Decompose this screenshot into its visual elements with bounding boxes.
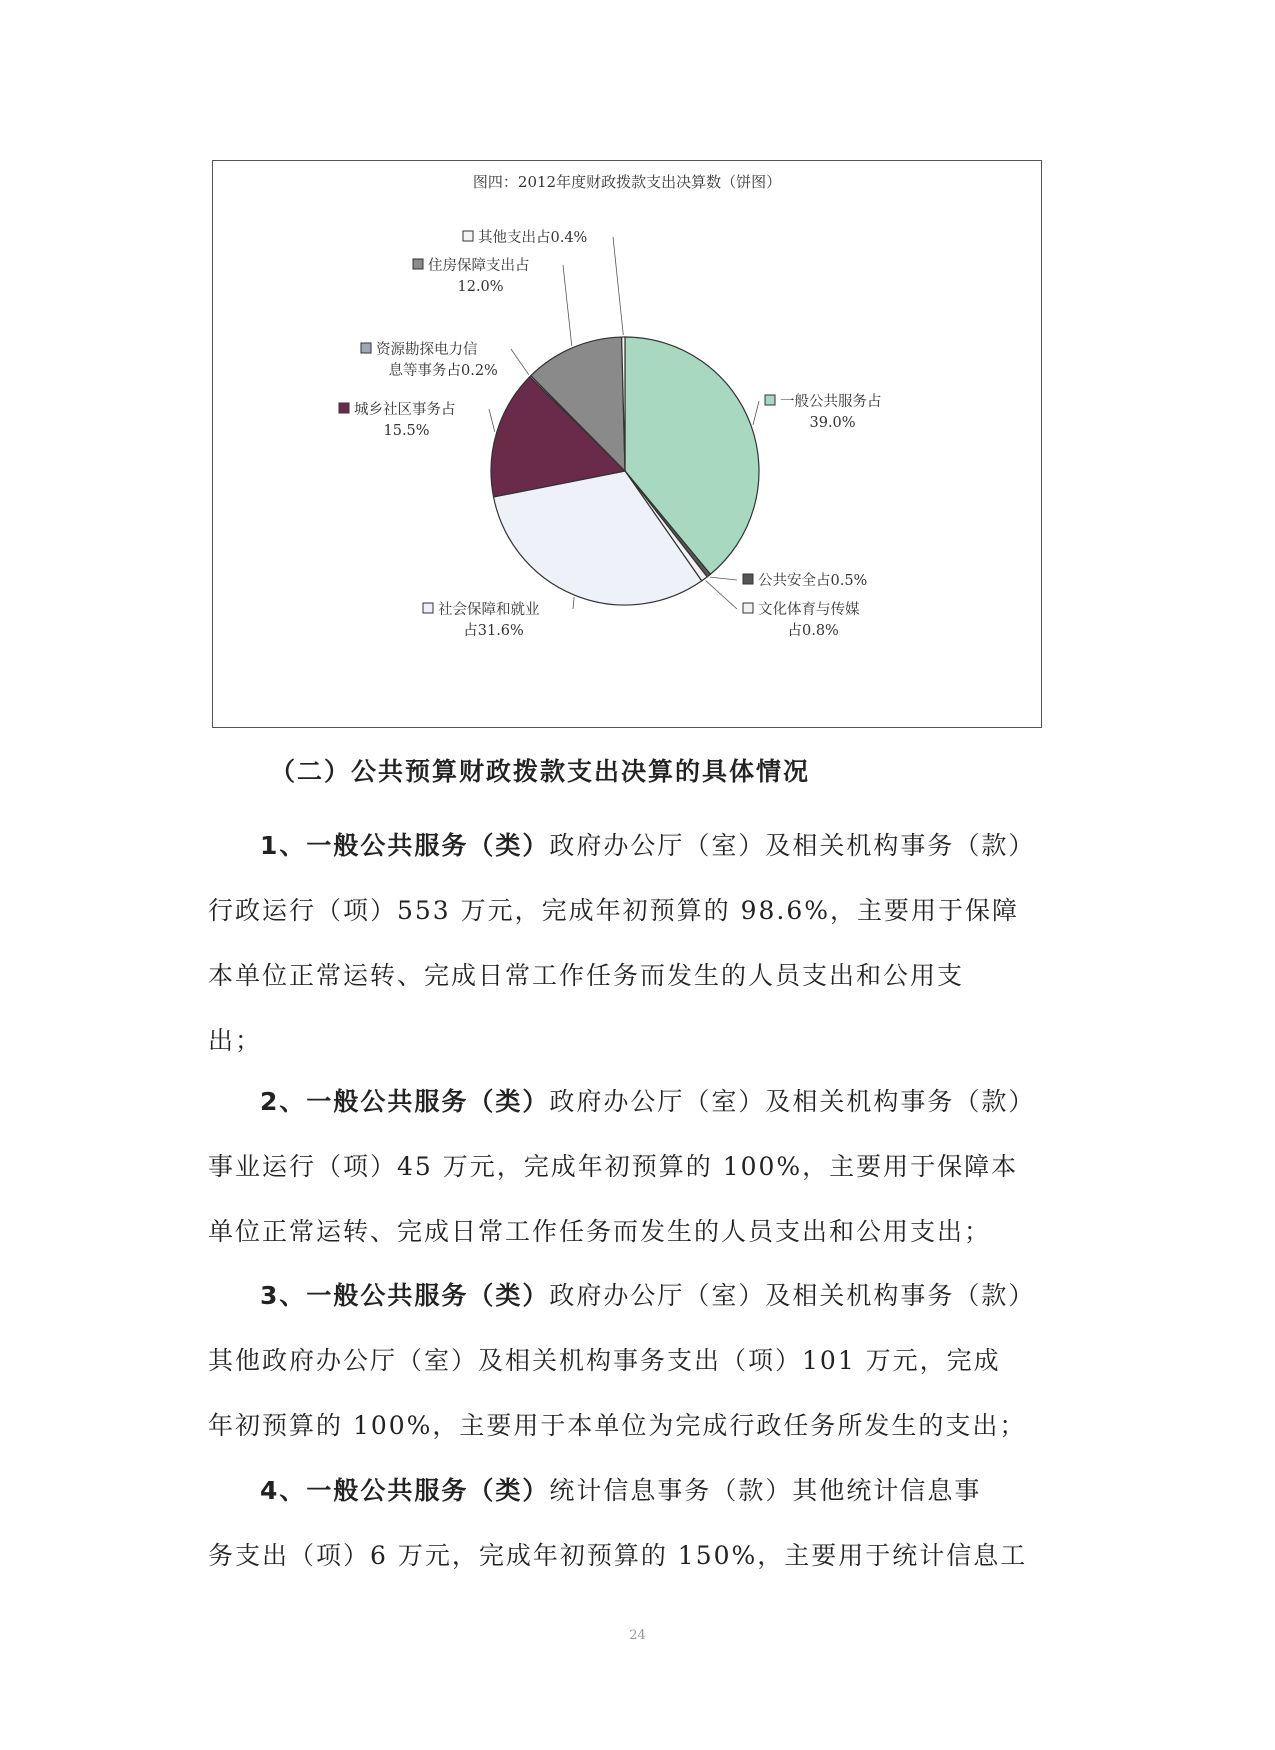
slice-value-label: 15.5% bbox=[383, 423, 430, 439]
legend-swatch bbox=[413, 259, 423, 269]
paragraph-4 bbox=[208, 1458, 1070, 1588]
leader-line bbox=[706, 581, 737, 609]
slice-label: 资源勘探电力信 bbox=[376, 342, 478, 358]
legend-swatch bbox=[765, 395, 775, 405]
paragraph-line: 本单位正常运转、完成日常工作任务而发生的人员支出和公用支 bbox=[208, 961, 965, 990]
paragraph-line: 行政运行（项）553 万元，完成年初预算的 98.6%，主要用于保障 bbox=[208, 896, 1020, 925]
leader-line bbox=[613, 237, 623, 335]
slice-label: 住房保障支出占 bbox=[428, 258, 530, 274]
paragraph-lead: 1、一般公共服务（类） bbox=[260, 831, 550, 860]
leader-line bbox=[573, 597, 574, 609]
section-heading: （二）公共预算财政拨款支出决算的具体情况 bbox=[270, 757, 811, 786]
page-number: 24 bbox=[629, 1628, 646, 1643]
leader-line bbox=[710, 577, 737, 580]
paragraph-line: 出； bbox=[208, 1026, 263, 1055]
paragraph-2 bbox=[208, 1069, 1070, 1264]
slice-value-label: 占31.6% bbox=[463, 623, 524, 639]
slice-value-label: 12.0% bbox=[457, 279, 504, 295]
legend-swatch bbox=[339, 403, 349, 413]
slice-label: 社会保障和就业 bbox=[438, 602, 540, 618]
slice-label: 公共安全占0.5% bbox=[758, 573, 868, 589]
slice-label: 文化体育与传媒 bbox=[758, 602, 860, 618]
paragraph-line: 务支出（项）6 万元，完成年初预算的 150%，主要用于统计信息工 bbox=[208, 1541, 1028, 1570]
paragraph-line: 统计信息事务（款）其他统计信息事 bbox=[549, 1476, 982, 1505]
legend-swatch bbox=[423, 603, 433, 613]
paragraph-line: 单位正常运转、完成日常工作任务而发生的人员支出和公用支出； bbox=[208, 1217, 992, 1246]
slice-label: 其他支出占0.4% bbox=[478, 230, 588, 246]
slice-value-label: 39.0% bbox=[809, 415, 856, 431]
paragraph-1 bbox=[208, 813, 1070, 1073]
legend-swatch bbox=[743, 603, 753, 613]
leader-line bbox=[753, 401, 759, 425]
paragraph-lead: 3、一般公共服务（类） bbox=[260, 1281, 550, 1310]
pie-chart bbox=[213, 161, 1043, 729]
slice-label: 一般公共服务占 bbox=[780, 394, 882, 410]
slice-value-label: 息等事务占0.2% bbox=[388, 363, 498, 379]
slice-label: 城乡社区事务占 bbox=[354, 402, 456, 418]
legend-swatch bbox=[361, 343, 371, 353]
chart-title: 图四：2012年度财政拨款支出决算数（饼图） bbox=[472, 173, 782, 191]
paragraph-line: 政府办公厅（室）及相关机构事务（款） bbox=[549, 831, 1036, 860]
paragraph-3 bbox=[208, 1263, 1070, 1458]
paragraph-lead: 2、一般公共服务（类） bbox=[260, 1087, 550, 1116]
paragraph-line: 政府办公厅（室）及相关机构事务（款） bbox=[549, 1281, 1036, 1310]
paragraph-lead: 4、一般公共服务（类） bbox=[260, 1476, 550, 1505]
slice-value-label: 占0.8% bbox=[787, 623, 839, 639]
leader-line bbox=[511, 349, 529, 375]
pie-chart-frame bbox=[212, 160, 1042, 728]
legend-swatch bbox=[743, 574, 753, 584]
paragraph-line: 政府办公厅（室）及相关机构事务（款） bbox=[549, 1087, 1036, 1116]
leader-line bbox=[489, 409, 495, 432]
paragraph-line: 其他政府办公厅（室）及相关机构事务支出（项）101 万元，完成 bbox=[208, 1346, 1001, 1375]
leader-line bbox=[563, 265, 572, 346]
paragraph-line: 年初预算的 100%，主要用于本单位为完成行政任务所发生的支出； bbox=[208, 1411, 1027, 1440]
paragraph-line: 事业运行（项）45 万元，完成年初预算的 100%，主要用于保障本 bbox=[208, 1152, 1019, 1181]
legend-swatch bbox=[463, 231, 473, 241]
